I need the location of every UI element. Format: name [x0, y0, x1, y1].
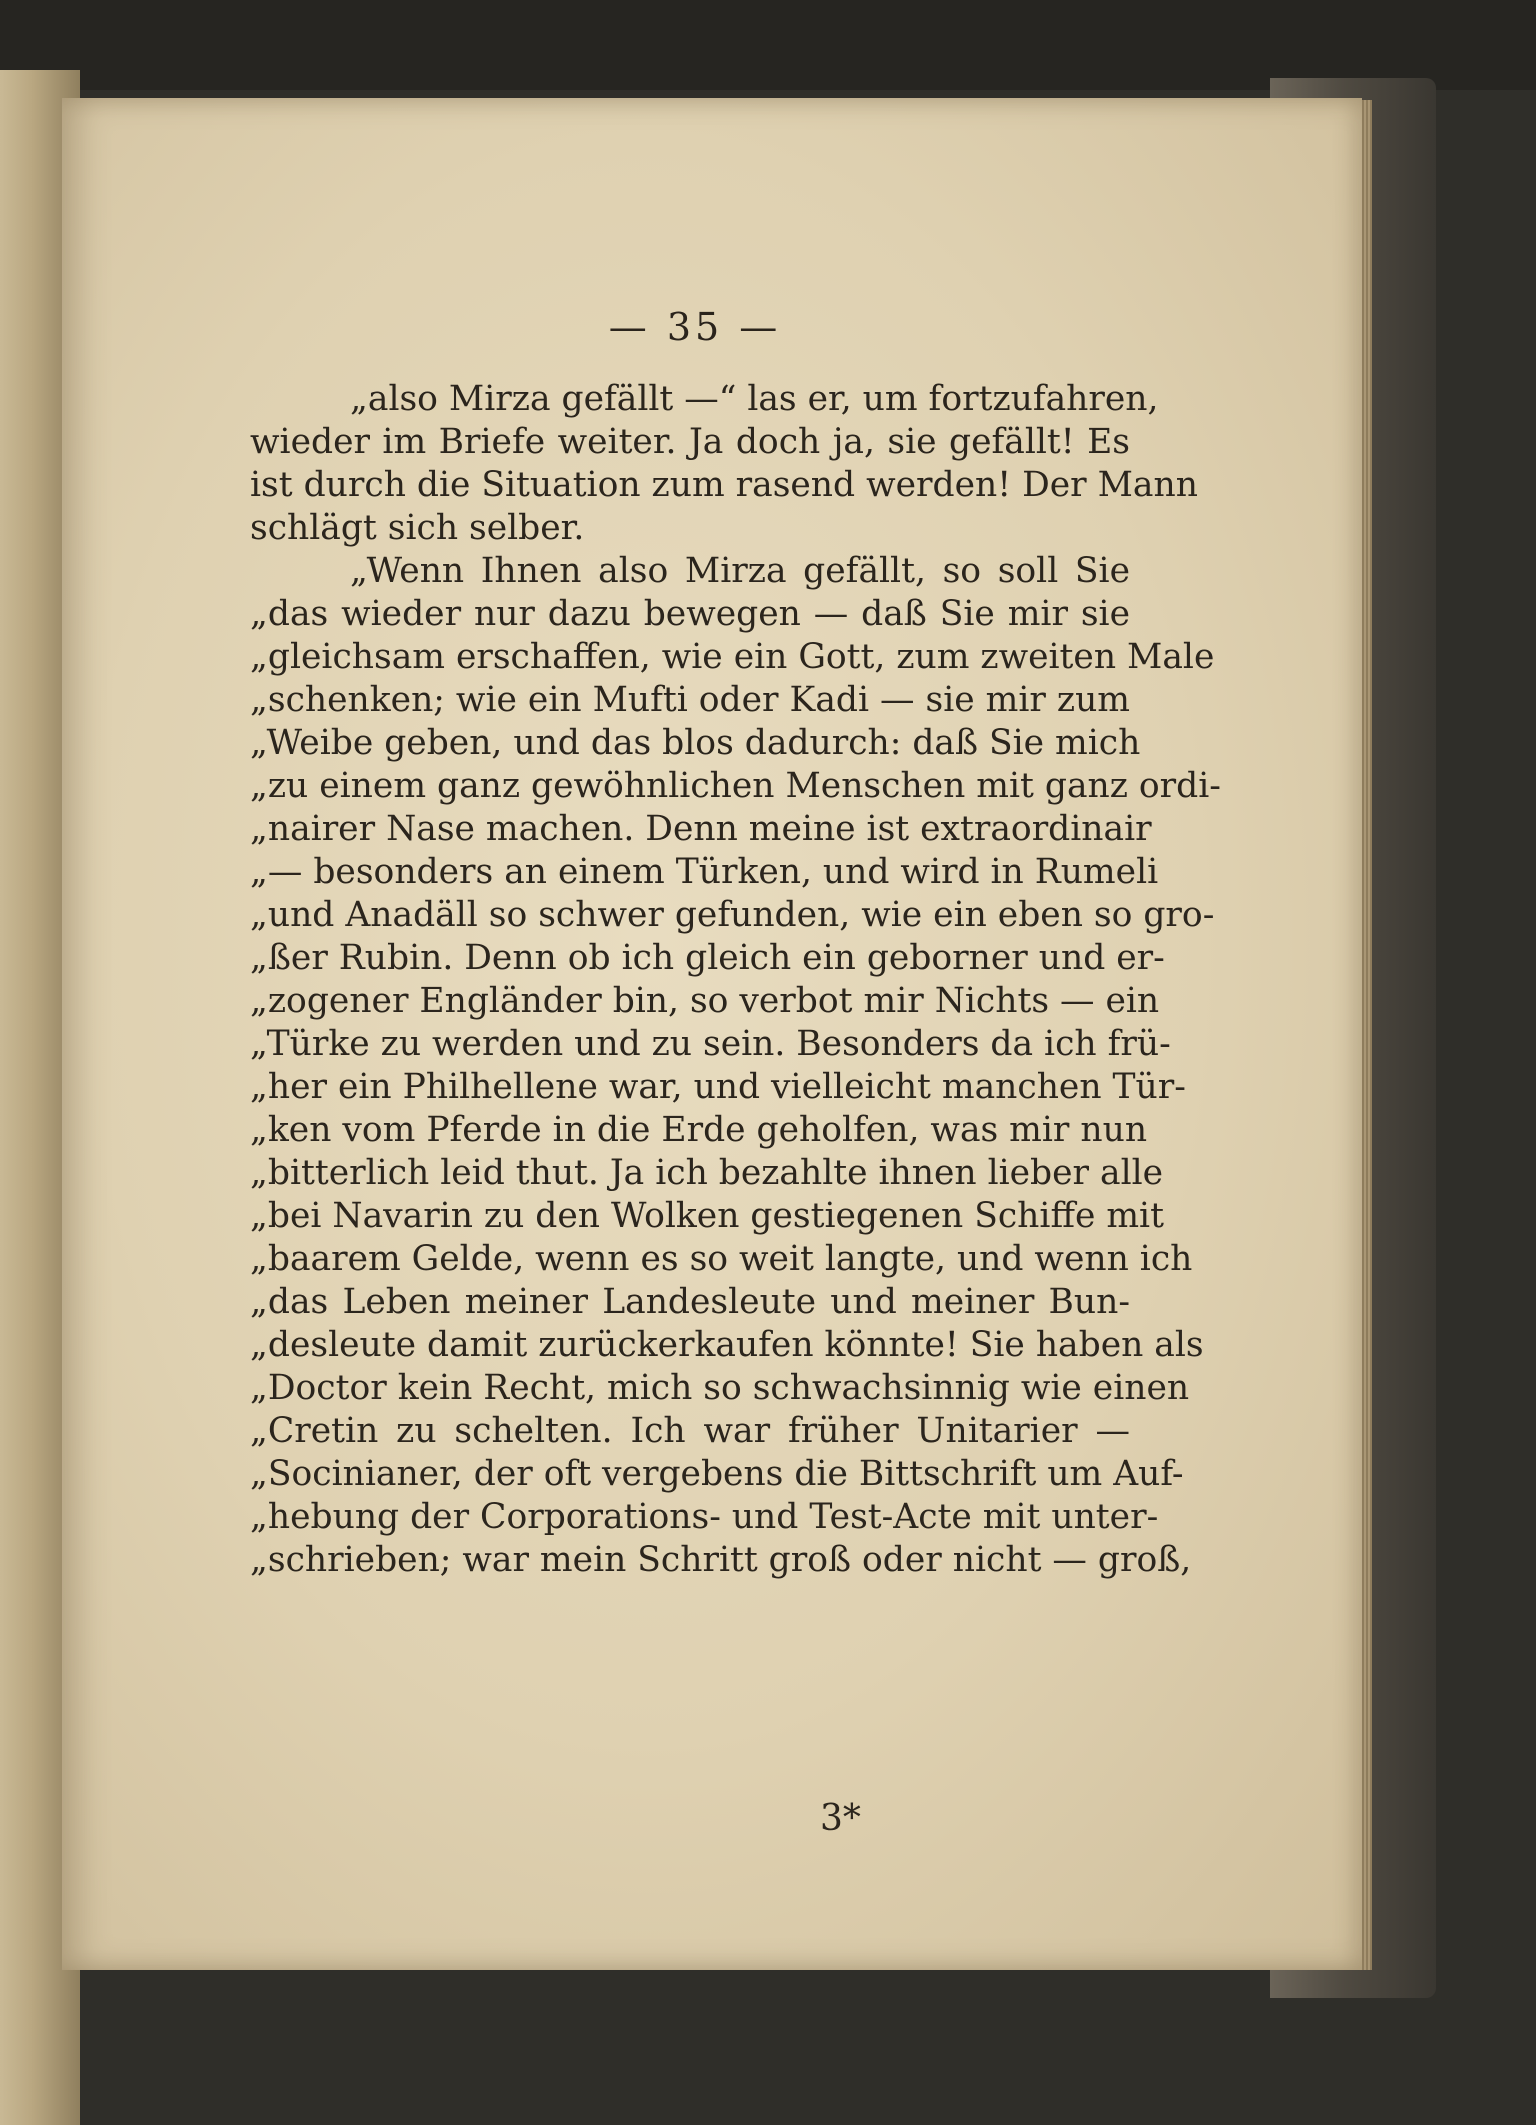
text-line: „zogener Engländer bin, so verbot mir Nichts — ein	[250, 981, 1160, 1021]
text-line: „Türke zu werden und zu sein. Besonders da ich frü-	[250, 1024, 1171, 1064]
text-line: „das Leben meiner Landesleute und meiner Bun-	[250, 1282, 1130, 1322]
text-line: „nairer Nase machen. Denn meine ist extraordinair	[250, 809, 1152, 849]
page-text	[250, 378, 1221, 1582]
signature-mark: 3*	[820, 1798, 861, 1839]
text-line: „desleute damit zurückerkaufen könnte! Sie haben als	[250, 1325, 1204, 1365]
text-line: „— besonders an einem Türken, und wird in Rumeli	[250, 852, 1159, 892]
text-line: „hebung der Corporations- und Test-Acte mit unter-	[250, 1497, 1159, 1537]
text-line: „und Anadäll so schwer gefunden, wie ein eben so gro-	[250, 895, 1215, 935]
background-top	[0, 0, 1536, 90]
text-line: „bei Navarin zu den Wolken gestiegenen Schiffe mit	[250, 1196, 1164, 1236]
text-line: „schrieben; war mein Schritt groß oder nicht — groß,	[250, 1540, 1192, 1580]
text-line: „ken vom Pferde in die Erde geholfen, was mir nun	[250, 1110, 1148, 1150]
text-line: „Socinianer, der oft vergebens die Bittschrift um Auf-	[250, 1454, 1184, 1494]
text-line: „zu einem ganz gewöhnlichen Menschen mit ganz ordi-	[250, 766, 1221, 806]
text-line: „Doctor kein Recht, mich so schwachsinnig wie einen	[250, 1368, 1190, 1408]
text-line: „Wenn Ihnen also Mirza gefällt, so soll Sie	[350, 551, 1130, 591]
text-line: ist durch die Situation zum rasend werden! Der Mann	[250, 465, 1198, 505]
text-line: „bitterlich leid thut. Ja ich bezahlte ihnen lieber alle	[250, 1153, 1164, 1193]
text-line: schlägt sich selber.	[250, 508, 585, 548]
text-line: „Cretin zu schelten. Ich war früher Unitarier —	[250, 1411, 1130, 1451]
text-line: „Weibe geben, und das blos dadurch: daß Sie mich	[250, 723, 1141, 763]
text-line: „schenken; wie ein Mufti oder Kadi — sie mir zum	[250, 680, 1130, 720]
text-line: wieder im Briefe weiter. Ja doch ja, sie gefällt! Es	[250, 422, 1130, 462]
text-line: „gleichsam erschaffen, wie ein Gott, zum zweiten Male	[250, 637, 1215, 677]
page-header: — 35 —	[608, 305, 782, 349]
text-line: „her ein Philhellene war, und vielleicht manchen Tür-	[250, 1067, 1186, 1107]
text-line: „also Mirza gefällt —“ las er, um fortzufahren,	[350, 379, 1159, 419]
text-line: „ßer Rubin. Denn ob ich gleich ein geborner und er-	[250, 938, 1165, 978]
text-line: „das wieder nur dazu bewegen — daß Sie mir sie	[250, 594, 1130, 634]
text-line: „baarem Gelde, wenn es so weit langte, und wenn ich	[250, 1239, 1193, 1279]
